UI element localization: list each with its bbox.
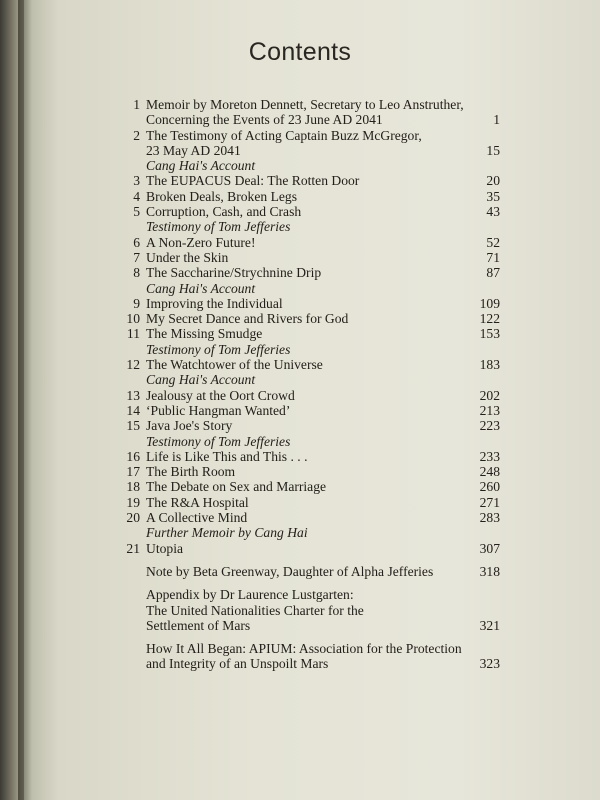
- page-number: 271: [479, 494, 500, 510]
- chapter-title-line: The Testimony of Acting Captain Buzz McGregor,: [146, 127, 422, 143]
- chapter-title-line: The R&A Hospital: [146, 494, 249, 510]
- chapter-title-line: Life is Like This and This . . .: [146, 448, 308, 464]
- chapter-title: [110, 311, 520, 326]
- chapter-number: 10: [126, 311, 140, 327]
- page-number: 213: [479, 402, 500, 418]
- chapter-title: [110, 479, 520, 494]
- page-number: 307: [479, 540, 500, 556]
- chapter-title-line: ‘Public Hangman Wanted’: [146, 402, 291, 418]
- section-heading: Testimony of Tom Jefferies: [146, 341, 291, 357]
- page-number: 15: [486, 142, 500, 158]
- section-heading: Cang Hai's Account: [146, 280, 256, 296]
- toc-entry[interactable]: [110, 265, 520, 280]
- spacer: [110, 633, 520, 641]
- toc-entry[interactable]: [110, 403, 520, 418]
- chapter-title: [110, 189, 520, 204]
- page-number: 20: [486, 173, 500, 189]
- section-heading: Cang Hai's Account: [146, 372, 256, 388]
- chapter-title: [110, 418, 520, 433]
- spacer: [110, 579, 520, 587]
- page-number: 1: [493, 112, 500, 128]
- chapter-number: 7: [133, 249, 140, 265]
- chapter-number: 14: [126, 402, 140, 418]
- spacer: [110, 556, 520, 564]
- toc-entry[interactable]: [110, 449, 520, 464]
- page-number: 260: [479, 479, 500, 495]
- page-number: 283: [479, 510, 500, 526]
- toc-entry[interactable]: [110, 296, 520, 311]
- chapter-number: 19: [126, 494, 140, 510]
- toc-entry[interactable]: [110, 311, 520, 326]
- page-number: 35: [486, 188, 500, 204]
- toc-entry[interactable]: [110, 357, 520, 372]
- chapter-title-line: 23 May AD 2041: [146, 142, 241, 158]
- page-gutter-shadow: [18, 0, 32, 800]
- page-number: 233: [479, 448, 500, 464]
- section-heading: Further Memoir by Cang Hai: [146, 525, 308, 541]
- chapter-title: [110, 464, 520, 479]
- chapter-title: [110, 388, 520, 403]
- toc-entry[interactable]: [110, 464, 520, 479]
- extra-title-line: Settlement of Mars: [146, 617, 251, 633]
- chapter-title: [110, 235, 520, 250]
- toc-entry[interactable]: [110, 326, 520, 341]
- chapter-title-line: The Watchtower of the Universe: [146, 357, 323, 373]
- chapter-number: 12: [126, 357, 140, 373]
- chapter-title: [110, 296, 520, 311]
- chapter-title-line: The Debate on Sex and Marriage: [146, 479, 327, 495]
- toc-entry[interactable]: [110, 250, 520, 265]
- toc-entry[interactable]: [110, 388, 520, 403]
- toc-entry[interactable]: [110, 495, 520, 510]
- chapter-number: 20: [126, 510, 140, 526]
- page-number: 323: [479, 656, 500, 672]
- chapter-title-line: A Non-Zero Future!: [146, 234, 256, 250]
- page-number: 318: [479, 563, 500, 579]
- section-heading: Cang Hai's Account: [146, 158, 256, 174]
- toc-extra-entry[interactable]: [110, 587, 520, 633]
- toc-entry[interactable]: [110, 173, 520, 188]
- toc-extra-entry[interactable]: [110, 641, 520, 672]
- toc-entry[interactable]: [110, 204, 520, 219]
- page-number: 122: [479, 311, 500, 327]
- chapter-number: 17: [126, 464, 140, 480]
- page-number: 52: [486, 234, 500, 250]
- chapter-title: [110, 403, 520, 418]
- toc-entry[interactable]: [110, 128, 520, 159]
- chapter-number: 1: [133, 97, 140, 112]
- book-spine: [0, 0, 18, 800]
- page-number: 109: [479, 295, 500, 311]
- chapter-number: 5: [133, 204, 140, 220]
- extra-title-line: Appendix by Dr Laurence Lustgarten:: [146, 587, 354, 603]
- page-number: 183: [479, 357, 500, 373]
- section-heading: Testimony of Tom Jefferies: [146, 433, 291, 449]
- section-heading: Testimony of Tom Jefferies: [146, 219, 291, 235]
- toc-entry[interactable]: [110, 510, 520, 525]
- toc-extra-entry[interactable]: [110, 564, 520, 579]
- chapter-title-line: The EUPACUS Deal: The Rotten Door: [146, 173, 360, 189]
- chapter-title-line: A Collective Mind: [146, 510, 248, 526]
- page-number: 223: [479, 418, 500, 434]
- toc-entry[interactable]: [110, 541, 520, 556]
- chapter-number: 3: [133, 173, 140, 189]
- chapter-number: 9: [133, 295, 140, 311]
- chapter-title-line: The Missing Smudge: [146, 326, 263, 342]
- chapter-title: [110, 204, 520, 219]
- page-number: 71: [486, 249, 500, 265]
- chapter-title: [110, 326, 520, 341]
- chapter-title-line: The Saccharine/Strychnine Drip: [146, 265, 322, 281]
- page-title: Contents: [248, 38, 352, 66]
- chapter-title: [110, 495, 520, 510]
- chapter-title-line: Memoir by Moreton Dennett, Secretary to Leo Anstruther,: [146, 97, 464, 112]
- chapter-number: 16: [126, 448, 140, 464]
- chapter-title-line: Java Joe's Story: [146, 418, 233, 434]
- chapter-number: 2: [133, 127, 140, 143]
- chapter-title: [110, 541, 520, 556]
- chapter-title-line: My Secret Dance and Rivers for God: [146, 311, 349, 327]
- chapter-title-line: Concerning the Events of 23 June AD 2041: [146, 112, 383, 128]
- toc-entry[interactable]: [110, 189, 520, 204]
- chapter-number: 15: [126, 418, 140, 434]
- chapter-number: 4: [133, 188, 140, 204]
- page-number: 248: [479, 464, 500, 480]
- page-number: 321: [479, 617, 500, 633]
- toc-entry[interactable]: [110, 97, 520, 128]
- chapter-title-line: Under the Skin: [146, 249, 229, 265]
- chapter-title: [110, 510, 520, 525]
- chapter-title: [110, 265, 520, 280]
- chapter-title: [110, 173, 520, 188]
- chapter-title-line: The Birth Room: [146, 464, 236, 480]
- chapter-number: 8: [133, 265, 140, 281]
- chapter-title-line: Broken Deals, Broken Legs: [146, 188, 298, 204]
- chapter-number: 21: [126, 540, 140, 556]
- chapter-title: [110, 250, 520, 265]
- chapter-title-line: Improving the Individual: [146, 295, 283, 311]
- page-number: 153: [479, 326, 500, 342]
- toc-entry[interactable]: [110, 479, 520, 494]
- page-number: 43: [486, 204, 500, 220]
- extra-title-line: How It All Began: APIUM: Association for the Protection: [146, 641, 462, 657]
- extra-title-line: and Integrity of an Unspoilt Mars: [146, 656, 329, 672]
- chapter-number: 13: [126, 387, 140, 403]
- chapter-title-line: Jealousy at the Oort Crowd: [146, 387, 295, 403]
- extra-title-line: The United Nationalities Charter for the: [146, 602, 364, 618]
- chapter-number: 11: [126, 326, 140, 342]
- chapter-title: [110, 97, 520, 128]
- chapter-title-line: Corruption, Cash, and Crash: [146, 204, 302, 220]
- chapter-title-line: Utopia: [146, 540, 183, 556]
- page-number: 202: [479, 387, 500, 403]
- chapter-number: 18: [126, 479, 140, 495]
- chapter-number: 6: [133, 234, 140, 250]
- chapter-title: [110, 357, 520, 372]
- chapter-title: [110, 449, 520, 464]
- extra-title-line: Note by Beta Greenway, Daughter of Alpha Jefferies: [146, 563, 434, 579]
- toc-entry[interactable]: [110, 235, 520, 250]
- toc-entry[interactable]: [110, 418, 520, 433]
- table-of-contents: [110, 97, 520, 672]
- page-number: 87: [486, 265, 500, 281]
- chapter-title: [110, 128, 520, 159]
